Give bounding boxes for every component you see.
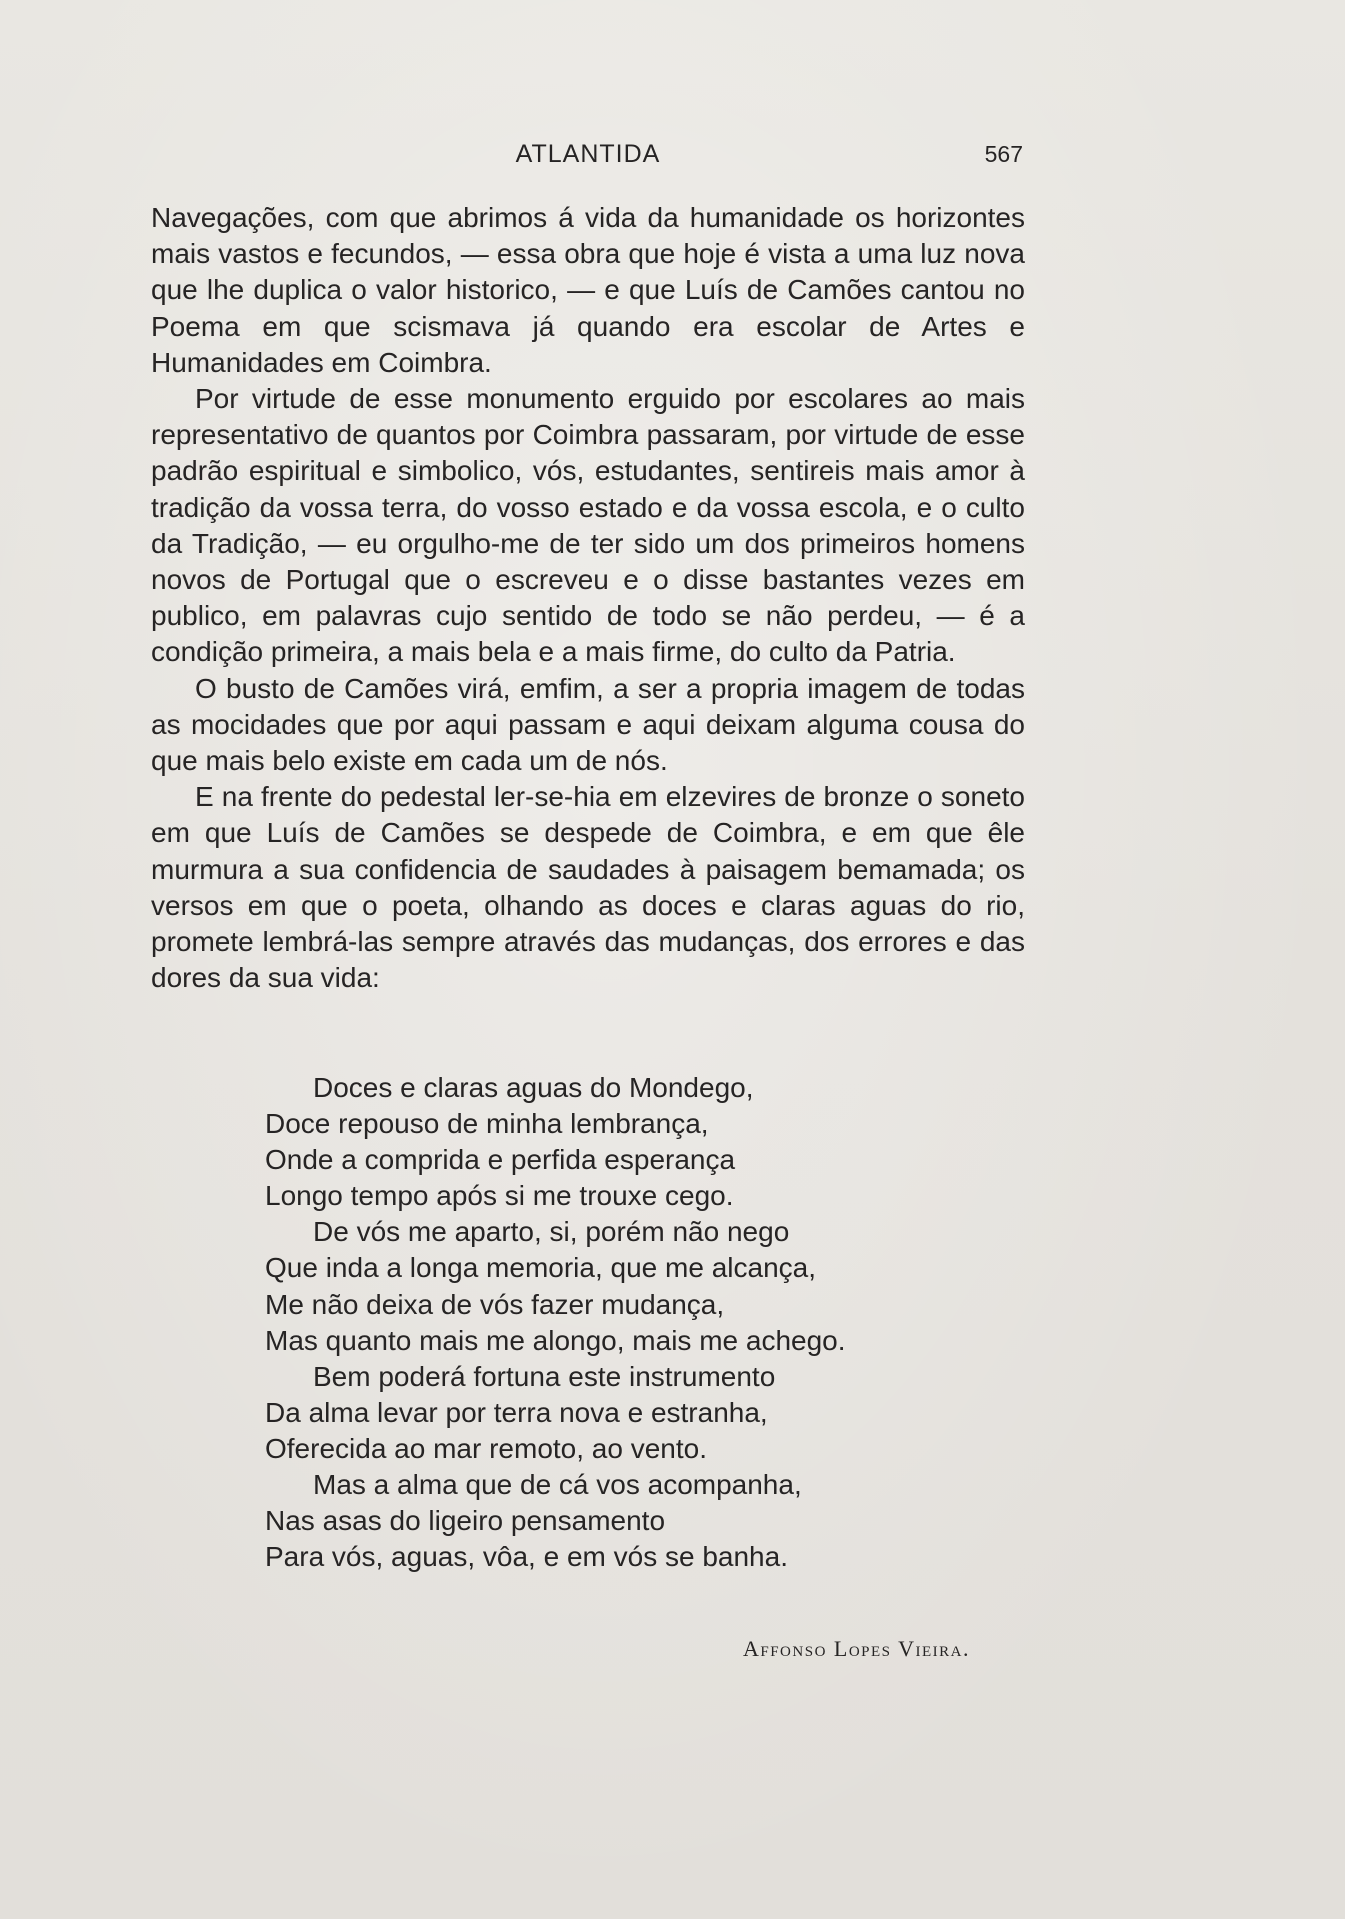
poem-line: Doces e claras aguas do Mondego, [313, 1072, 754, 1103]
poem-line: Me não deixa de vós fazer mudança, [265, 1288, 725, 1320]
paragraph-pedestal: E na frente do pedestal ler-se-hia em elzevires de bronze o soneto em que Luís de Camões se despede de Coimbra, e em que êle murmura a sua confidencia de saudades à paisagem bemamada; os versos em que o poeta, olhando as doces e claras aguas do rio, promete lembrá-las sempre através das mudanças, dos errores e das dores da sua vida: [151, 781, 1025, 994]
poem-line: Doce repouso de minha lembrança, [265, 1108, 709, 1140]
poem-line: De vós me aparto, si, porém não nego [313, 1216, 790, 1248]
running-title: ATLANTIDA [515, 140, 661, 168]
poem-line: Mas quanto mais me alongo, mais me achego. [265, 1324, 846, 1356]
poem-line: Onde a comprida e perfida esperança [265, 1144, 736, 1176]
poem-line: Para vós, aguas, vôa, e em vós se banha. [265, 1541, 788, 1573]
sonnet [265, 1070, 846, 1575]
poem-line: Oferecida ao mar remoto, ao vento. [265, 1432, 707, 1464]
paragraph-monumento: Por virtude de esse monumento erguido por escolares ao mais representativo de quantos por Coimbra passaram, por virtude de esse padrão espiritual e simbolico, vós, estudantes, sentireis mais amor à tradição da vossa terra, do vosso estado e da vossa escola, e o culto da Tradição, — eu orgulho-me de ter sido um dos primeiros homens novos de Portugal que o escreveu e o disse bastantes vezes em publico, em palavras cujo sentido de todo se não perdeu, — é a condição primeira, a mais bela e a mais firme, do culto da Patria. [151, 383, 1025, 668]
paragraph-busto: O busto de Camões virá, emfim, a ser a propria imagem de todas as mocidades que por aqui passam e aqui deixam alguma cousa do que mais belo existe em cada um de nós. [151, 672, 1025, 777]
prose-body [151, 200, 1025, 996]
poem-line: Mas a alma que de cá vos acompanha, [313, 1469, 802, 1501]
poem-line: Nas asas do ligeiro pensamento [265, 1505, 666, 1537]
poem-line: Que inda a longa memoria, que me alcança, [265, 1252, 816, 1284]
running-head [148, 140, 1028, 176]
page-number: 567 [984, 141, 1023, 167]
author-signature: Affonso Lopes Vieira. [742, 1636, 970, 1661]
paragraph-navegacoes: Navegações, com que abrimos á vida da humanidade os horizontes mais vastos e fecundos, — essa obra que hoje é vista a uma luz nova que lhe duplica o valor historico, — e que Luís de Camões cantou no Poema em que scismava já quando era escolar de Artes e Humanidades em Coimbra. [151, 202, 1025, 378]
poem-line: Longo tempo após si me trouxe cego. [265, 1180, 734, 1212]
poem-line: Bem poderá fortuna este instrumento [313, 1360, 776, 1392]
poem-line: Da alma levar por terra nova e estranha, [265, 1396, 768, 1428]
